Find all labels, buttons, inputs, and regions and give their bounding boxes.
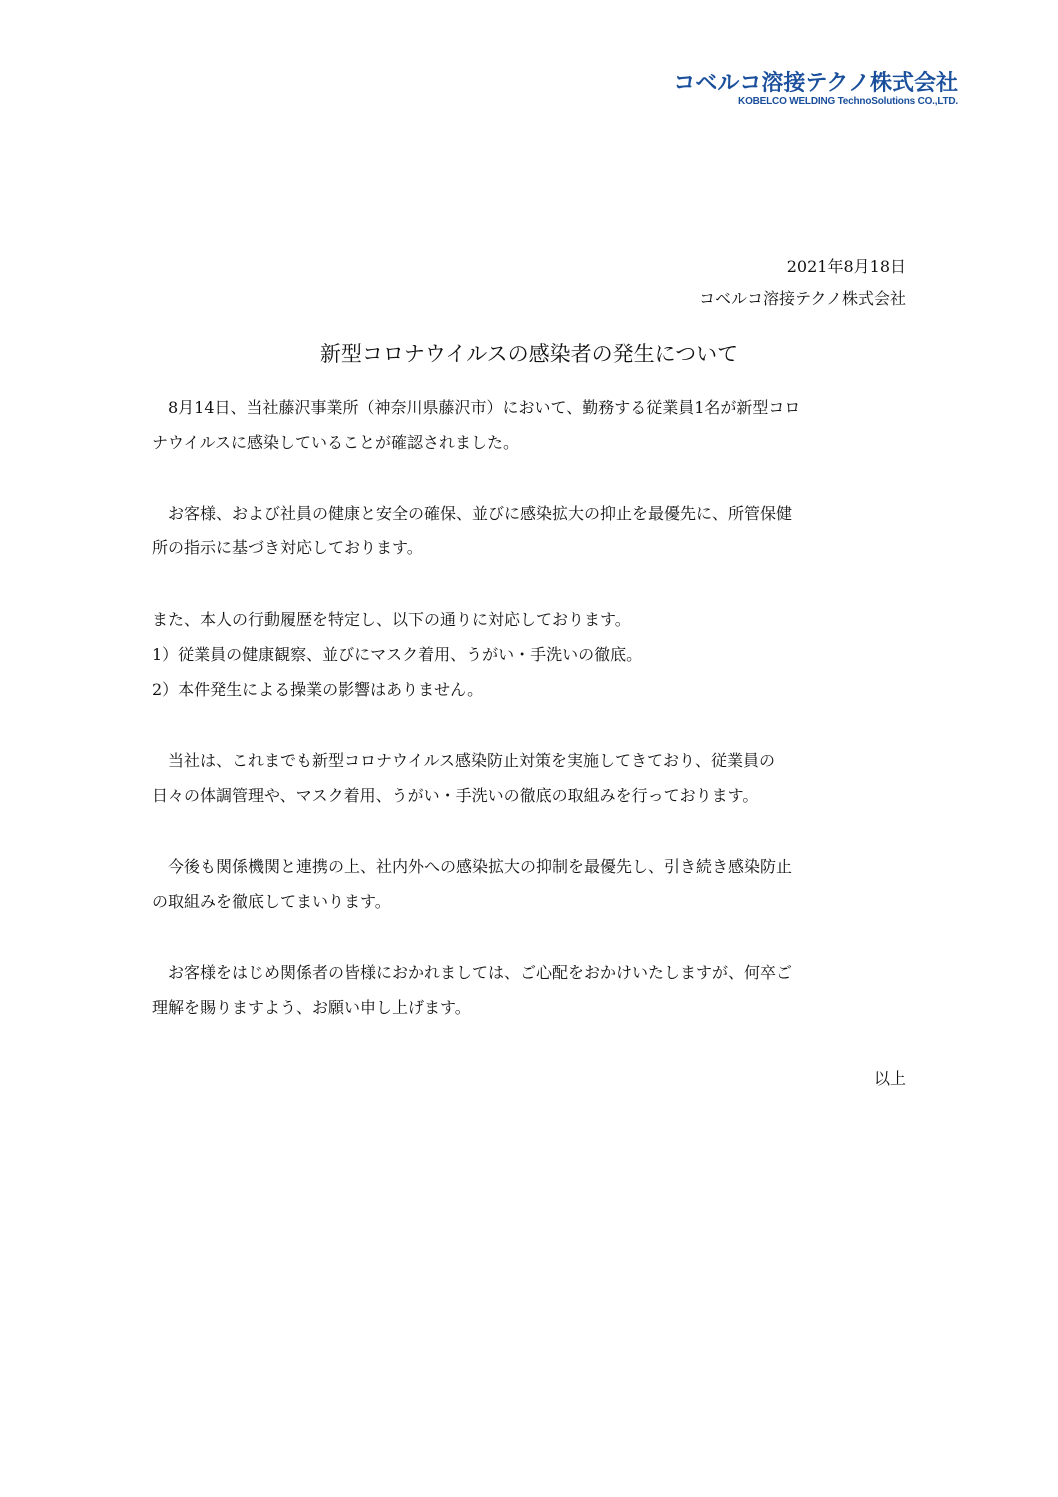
company-logo — [673, 72, 958, 108]
logo-english-name: KOBELCO WELDING TechnoSolutions CO.,LTD. — [738, 96, 958, 107]
paragraph-4-line-1: 当社は、これまでも新型コロナウイルス感染防止対策を実施してきており、従業員の — [152, 751, 776, 770]
paragraph-1-line-1: 8月14日、当社藤沢事業所（神奈川県藤沢市）において、勤務する従業員1名が新型コロ — [152, 398, 801, 417]
closing-mark: 以上 — [873, 1069, 906, 1088]
list-item-1: 1）従業員の健康観察、並びにマスク着用、うがい・手洗いの徹底。 — [152, 645, 643, 664]
paragraph-4-line-2: 日々の体調管理や、マスク着用、うがい・手洗いの徹底の取組みを行っております。 — [152, 786, 759, 805]
document-date: 2021年8月18日 — [786, 257, 906, 276]
document-title: 新型コロナウイルスの感染者の発生について — [319, 342, 739, 366]
paragraph-6-line-2: 理解を賜りますよう、お願い申し上げます。 — [152, 998, 471, 1017]
paragraph-2-line-2: 所の指示に基づき対応しております。 — [152, 538, 423, 557]
paragraph-5-line-2: の取組みを徹底してまいります。 — [152, 892, 391, 911]
paragraph-1-line-2: ナウイルスに感染していることが確認されました。 — [152, 433, 520, 452]
paragraph-2-line-1: お客様、および社員の健康と安全の確保、並びに感染拡大の抑止を最優先に、所管保健 — [152, 504, 793, 523]
paragraph-6-line-1: お客様をはじめ関係者の皆様におかれましては、ご心配をおかけいたしますが、何卒ご — [152, 963, 793, 982]
paragraph-5-line-1: 今後も関係機関と連携の上、社内外への感染拡大の抑制を最優先し、引き続き感染防止 — [152, 857, 793, 876]
issuer-company: コベルコ溶接テクノ株式会社 — [698, 289, 906, 308]
paragraph-3-line-1: また、本人の行動履歴を特定し、以下の通りに対応しております。 — [152, 610, 631, 629]
list-item-2: 2）本件発生による操業の影響はありません。 — [152, 680, 484, 699]
logo-japanese-name: コベルコ溶接テクノ株式会社 — [673, 71, 958, 96]
